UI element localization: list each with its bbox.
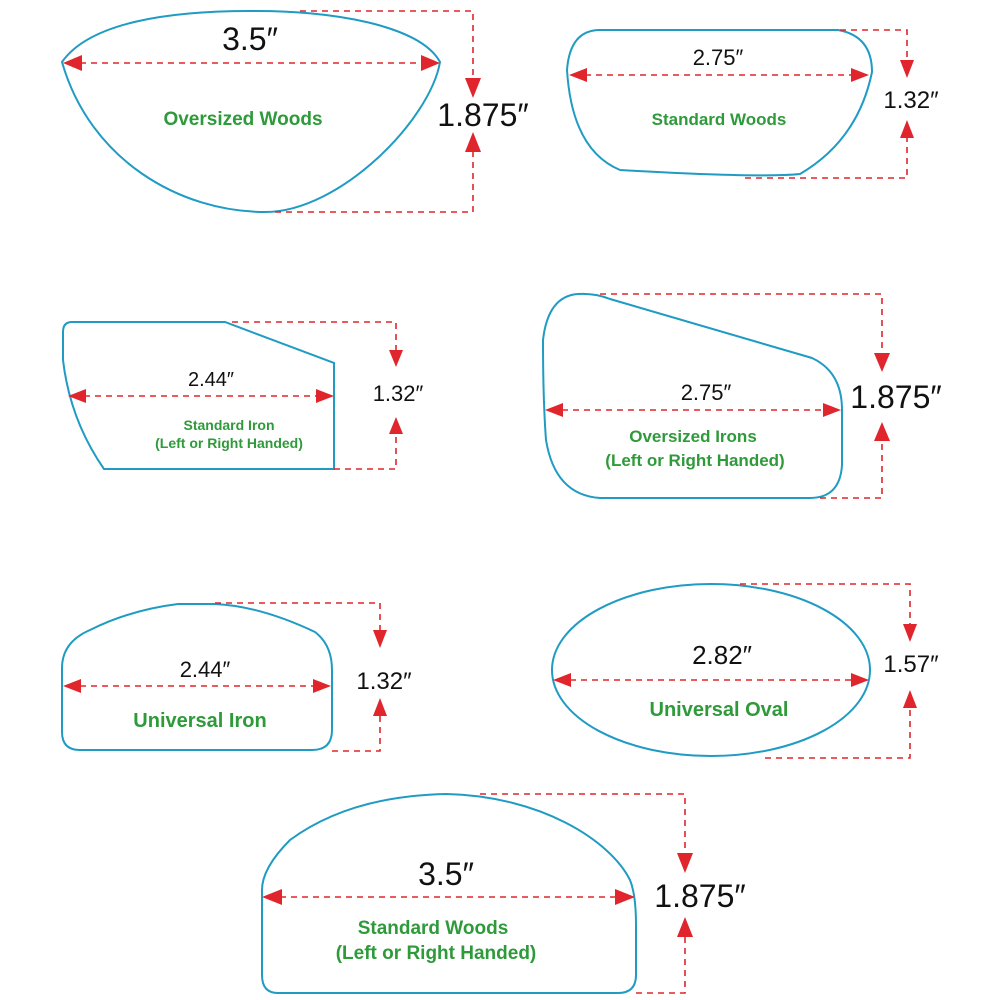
standard-woods-label: Standard Woods (651, 110, 787, 129)
standard-iron-label: Standard Iron (183, 417, 275, 433)
oversized-irons-height-top-line (600, 294, 882, 355)
universal-iron-width: 2.44″ (179, 657, 231, 682)
universal-iron-label: Universal Iron (133, 710, 267, 732)
universal-iron-height: 1.32″ (356, 668, 412, 695)
template-standard-woods (567, 30, 939, 178)
standard-iron-height-arrow-down (389, 350, 403, 367)
oversized-irons-height-arrow-down (874, 353, 890, 372)
template-standard-iron (63, 322, 424, 469)
standard-woods-lr-label-sub: (Left or Right Handed) (335, 943, 537, 964)
standard-iron-height-bottom-line (334, 432, 396, 469)
standard-woods-height-bottom-line (745, 138, 907, 178)
oversized-irons-label-sub: (Left or Right Handed) (605, 451, 785, 470)
universal-oval-height: 1.57″ (883, 651, 939, 678)
standard-iron-width: 2.44″ (187, 369, 235, 391)
oversized-woods-height-arrow-down (465, 78, 481, 98)
oversized-woods-height-top-line (300, 11, 473, 80)
template-standard-woods-lr (262, 794, 746, 993)
template-universal-iron (62, 603, 412, 751)
universal-oval-label: Universal Oval (649, 699, 789, 721)
universal-oval-height-arrow-up (903, 690, 917, 708)
standard-woods-lr-width: 3.5″ (418, 856, 474, 892)
oversized-woods-height-arrow-up (465, 132, 481, 152)
universal-iron-height-arrow-up (373, 698, 387, 716)
oversized-irons-width-arrow-left (545, 403, 563, 417)
standard-woods-height-arrow-up (900, 120, 914, 138)
universal-oval-width-arrow-left (553, 673, 571, 687)
universal-oval-height-arrow-down (903, 624, 917, 642)
template-oversized-irons (543, 294, 942, 498)
standard-woods-width: 2.75″ (692, 45, 744, 70)
standard-woods-width-arrow-right (851, 68, 869, 82)
standard-woods-lr-height: 1.875″ (654, 878, 746, 914)
oversized-woods-width: 3.5″ (222, 21, 278, 57)
template-universal-oval (552, 584, 939, 758)
universal-iron-width-arrow-right (313, 679, 331, 693)
oversized-irons-height-bottom-line (820, 440, 882, 498)
standard-woods-lr-width-arrow-left (262, 889, 282, 905)
universal-oval-outline (552, 584, 870, 756)
oversized-irons-height: 1.875″ (850, 379, 942, 415)
oversized-irons-label: Oversized Irons (629, 427, 757, 446)
oversized-irons-height-arrow-up (874, 422, 890, 441)
standard-woods-height: 1.32″ (883, 87, 939, 114)
standard-woods-lr-height-arrow-up (677, 917, 693, 937)
standard-iron-label-sub: (Left or Right Handed) (155, 435, 303, 451)
oversized-irons-width-arrow-right (823, 403, 841, 417)
template-oversized-woods (62, 11, 529, 212)
standard-woods-lr-label: Standard Woods (357, 918, 509, 939)
oversized-woods-height-bottom-line (275, 147, 473, 212)
oversized-woods-label: Oversized Woods (163, 109, 323, 130)
standard-woods-height-arrow-down (900, 60, 914, 78)
standard-woods-lr-width-arrow-right (615, 889, 635, 905)
universal-oval-width-arrow-right (851, 673, 869, 687)
standard-iron-height-arrow-up (389, 417, 403, 434)
standard-woods-lr-height-arrow-down (677, 853, 693, 873)
standard-iron-width-arrow-right (316, 389, 334, 403)
oversized-woods-height: 1.875″ (437, 97, 529, 133)
universal-iron-width-arrow-left (63, 679, 81, 693)
standard-woods-width-arrow-left (569, 68, 587, 82)
universal-iron-height-bottom-line (332, 715, 380, 751)
standard-woods-height-top-line (840, 30, 907, 62)
universal-oval-width: 2.82″ (692, 640, 752, 670)
standard-iron-height: 1.32″ (372, 381, 424, 406)
standard-iron-height-top-line (232, 322, 396, 352)
universal-iron-height-arrow-down (373, 630, 387, 648)
oversized-irons-width: 2.75″ (680, 380, 732, 405)
standard-woods-lr-height-bottom-line (636, 935, 685, 993)
